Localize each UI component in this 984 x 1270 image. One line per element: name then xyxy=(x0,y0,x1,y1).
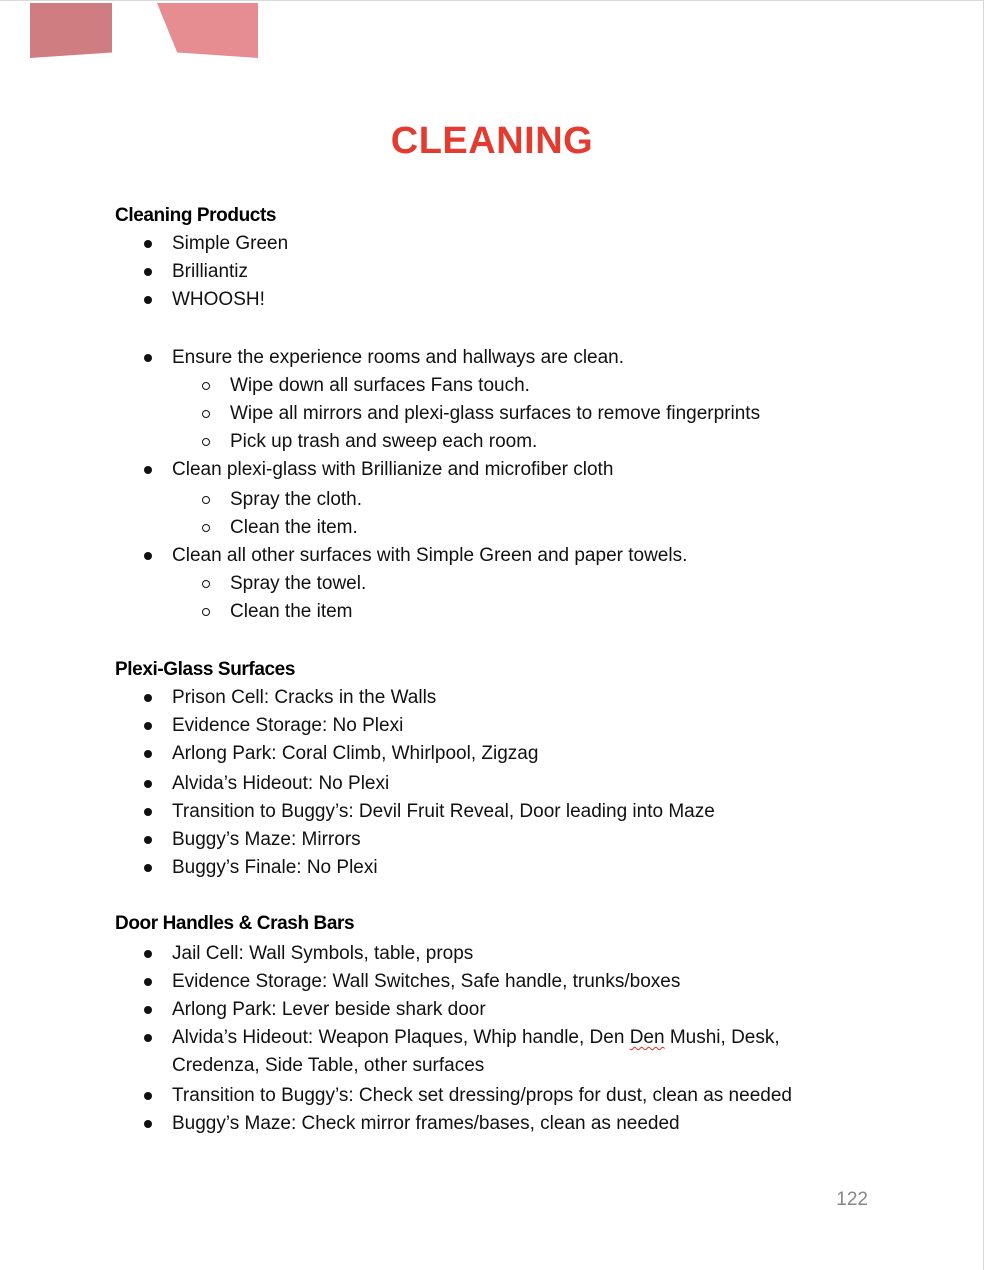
list-item xyxy=(172,854,378,882)
bullet-icon xyxy=(144,296,152,304)
sub-list-item xyxy=(230,598,353,626)
sub-list-item-text: Clean the item xyxy=(230,601,353,622)
list-item xyxy=(172,1024,780,1052)
list-item-text: Simple Green xyxy=(172,233,289,254)
list-item-text: Buggy’s Maze: Check mirror frames/bases, clean as needed xyxy=(172,1113,680,1134)
list-item xyxy=(172,456,613,484)
list-item-text: Clean plexi-glass with Brillianize and microfiber cloth xyxy=(172,459,614,480)
bullet-icon xyxy=(144,354,152,362)
sub-list-item xyxy=(230,400,760,428)
list-item-text: Alvida’s Hideout: No Plexi xyxy=(172,773,390,794)
sub-list-item-text: Spray the cloth. xyxy=(230,489,363,510)
list-item-text: Jail Cell: Wall Symbols, table, props xyxy=(172,943,474,964)
list-item xyxy=(172,968,680,996)
bullet-icon xyxy=(144,1034,152,1042)
bullet-icon xyxy=(144,268,152,276)
hollow-bullet-icon xyxy=(202,608,210,616)
list-item-text: Buggy’s Finale: No Plexi xyxy=(172,857,378,878)
bullet-icon xyxy=(144,808,152,816)
sub-list-item xyxy=(230,428,537,456)
list-item-text: Arlong Park: Coral Climb, Whirlpool, Zigzag xyxy=(172,743,539,764)
decorative-ribbon-right xyxy=(157,3,258,58)
section-heading-cleaning-products: Cleaning Products xyxy=(115,205,277,226)
bullet-icon xyxy=(144,978,152,986)
list-item-continuation: Credenza, Side Table, other surfaces xyxy=(172,1055,485,1076)
bullet-icon xyxy=(144,552,152,560)
list-item xyxy=(172,684,436,712)
list-item-text: Arlong Park: Lever beside shark door xyxy=(172,999,486,1020)
hollow-bullet-icon xyxy=(202,524,210,532)
list-item-text: Evidence Storage: Wall Switches, Safe handle, trunks/boxes xyxy=(172,971,681,992)
list-item xyxy=(172,826,361,854)
list-item xyxy=(172,1110,680,1138)
page-number: 122 xyxy=(836,1189,868,1210)
list-item xyxy=(172,1082,792,1110)
list-item-text: Transition to Buggy’s: Devil Fruit Reveal, Door leading into Maze xyxy=(172,801,715,822)
list-item xyxy=(172,996,486,1024)
sub-list-item-text: Wipe down all surfaces Fans touch. xyxy=(230,375,530,396)
list-item xyxy=(172,286,265,314)
bullet-icon xyxy=(144,1092,152,1100)
hollow-bullet-icon xyxy=(202,496,210,504)
list-item-text-end: Mushi, Desk, xyxy=(664,1027,780,1048)
bullet-icon xyxy=(144,1006,152,1014)
sub-list-item-text: Clean the item. xyxy=(230,517,358,538)
section-heading-plexi-glass: Plexi-Glass Surfaces xyxy=(115,659,295,680)
hollow-bullet-icon xyxy=(202,580,210,588)
sub-list-item-text: Wipe all mirrors and plexi-glass surfaces to remove fingerprints xyxy=(230,403,761,424)
list-item xyxy=(172,740,538,768)
sub-list-item xyxy=(230,514,358,542)
list-item-text: Buggy’s Maze: Mirrors xyxy=(172,829,361,850)
list-item xyxy=(172,230,288,258)
hollow-bullet-icon xyxy=(202,438,210,446)
hollow-bullet-icon xyxy=(202,410,210,418)
list-item-text-start: Alvida’s Hideout: Weapon Plaques, Whip handle, Den xyxy=(172,1027,630,1048)
sub-list-item xyxy=(230,570,366,598)
list-item-text: Transition to Buggy’s: Check set dressing/props for dust, clean as needed xyxy=(172,1085,792,1106)
bullet-icon xyxy=(144,694,152,702)
spellcheck-flagged-word[interactable]: Den xyxy=(629,1027,665,1048)
section-heading-door-handles: Door Handles & Crash Bars xyxy=(115,913,355,934)
list-item xyxy=(172,258,248,286)
bullet-icon xyxy=(144,950,152,958)
list-item xyxy=(172,770,389,798)
sub-list-item-text: Pick up trash and sweep each room. xyxy=(230,431,538,452)
decorative-ribbon-left xyxy=(30,3,112,58)
list-item xyxy=(172,798,715,826)
bullet-icon xyxy=(144,836,152,844)
bullet-icon xyxy=(144,1120,152,1128)
hollow-bullet-icon xyxy=(202,382,210,390)
bullet-icon xyxy=(144,722,152,730)
list-item-text: WHOOSH! xyxy=(172,289,265,310)
list-item-text: Ensure the experience rooms and hallways are clean. xyxy=(172,347,625,368)
bullet-icon xyxy=(144,750,152,758)
bullet-icon xyxy=(144,466,152,474)
list-item xyxy=(172,940,473,968)
list-item xyxy=(172,542,687,570)
list-item-text: Prison Cell: Cracks in the Walls xyxy=(172,687,437,708)
list-item-text: Clean all other surfaces with Simple Green and paper towels. xyxy=(172,545,688,566)
sub-list-item xyxy=(230,372,530,400)
bullet-icon xyxy=(144,864,152,872)
list-item-text: Evidence Storage: No Plexi xyxy=(172,715,404,736)
bullet-icon xyxy=(144,240,152,248)
sub-list-item-text: Spray the towel. xyxy=(230,573,367,594)
list-item-text: Brilliantiz xyxy=(172,261,249,282)
bullet-icon xyxy=(144,780,152,788)
sub-list-item xyxy=(230,486,362,514)
page-title: CLEANING xyxy=(390,120,594,162)
list-item xyxy=(172,712,403,740)
list-item xyxy=(172,344,624,372)
